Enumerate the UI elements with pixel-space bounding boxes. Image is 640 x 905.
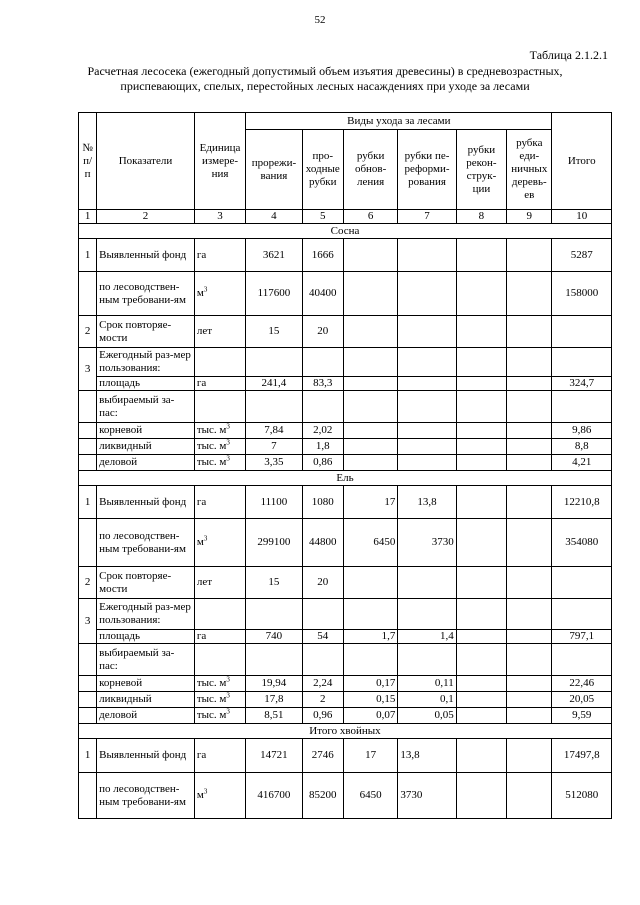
value-cell — [456, 644, 506, 676]
table-row — [79, 439, 612, 455]
value-cell — [398, 567, 456, 599]
value-cell — [456, 708, 506, 724]
value-cell: 0,17 — [343, 676, 397, 692]
value-cell — [456, 599, 506, 630]
row-number — [79, 773, 97, 819]
col-number: 2 — [97, 210, 195, 224]
header-num: № п/п — [79, 113, 97, 210]
col-number: 10 — [552, 210, 612, 224]
unit-text: тыс. м — [196, 440, 227, 452]
value-cell — [507, 377, 552, 391]
unit-superscript: 3 — [226, 691, 230, 700]
table-row — [79, 391, 612, 423]
unit-cell — [194, 391, 245, 423]
value-cell — [398, 272, 456, 316]
total-cell: 17497,8 — [552, 739, 612, 773]
col-number: 9 — [507, 210, 552, 224]
col-number: 3 — [194, 210, 245, 224]
total-cell: 5287 — [552, 239, 612, 272]
value-cell: 2 — [302, 692, 343, 708]
value-cell — [343, 239, 397, 272]
value-cell: 17 — [343, 739, 397, 773]
value-cell — [343, 272, 397, 316]
value-cell — [456, 391, 506, 423]
value-cell — [456, 423, 506, 439]
page-number: 52 — [314, 14, 326, 26]
row-number — [79, 676, 97, 692]
value-cell: 1,4 — [398, 630, 456, 644]
value-cell — [398, 391, 456, 423]
table-label: Таблица 2.1.2.1 — [529, 48, 608, 62]
total-cell — [552, 348, 612, 377]
total-cell: 20,05 — [552, 692, 612, 708]
value-cell: 2,02 — [302, 423, 343, 439]
header-care-types: Виды ухода за лесами — [246, 113, 552, 130]
unit-cell: га — [194, 377, 245, 391]
indicator-label: ликвидный — [97, 439, 195, 455]
value-cell — [507, 239, 552, 272]
unit-cell — [194, 692, 245, 708]
value-cell — [507, 455, 552, 471]
value-cell: 19,94 — [246, 676, 302, 692]
section-header — [79, 724, 612, 739]
col-number: 1 — [79, 210, 97, 224]
value-cell: 2746 — [302, 739, 343, 773]
value-cell: 7,84 — [246, 423, 302, 439]
value-cell: 17 — [343, 486, 397, 519]
indicator-label: Ежегодный раз-мер пользования: — [97, 348, 195, 377]
value-cell: 54 — [302, 630, 343, 644]
section-header — [79, 224, 612, 239]
value-cell: 13,8 — [398, 486, 456, 519]
value-cell — [343, 377, 397, 391]
indicator-label: выбираемый за-пас: — [97, 391, 195, 423]
value-cell — [456, 316, 506, 348]
value-cell: 117600 — [246, 272, 302, 316]
header-total: Итого — [552, 113, 612, 210]
value-cell: 14721 — [246, 739, 302, 773]
value-cell — [398, 239, 456, 272]
unit-cell: га — [194, 739, 245, 773]
value-cell — [507, 423, 552, 439]
unit-cell — [194, 644, 245, 676]
value-cell: 6450 — [343, 519, 397, 567]
value-cell — [456, 773, 506, 819]
unit-text: м — [196, 789, 204, 801]
unit-cell: га — [194, 486, 245, 519]
table-row — [79, 692, 612, 708]
value-cell: 13,8 — [398, 739, 456, 773]
value-cell: 17,8 — [246, 692, 302, 708]
table-row — [79, 455, 612, 471]
value-cell: 6450 — [343, 773, 397, 819]
value-cell: 0,07 — [343, 708, 397, 724]
header-indicator: Показатели — [97, 113, 195, 210]
value-cell — [302, 391, 343, 423]
unit-text: тыс. м — [196, 709, 227, 721]
value-cell — [456, 519, 506, 567]
value-cell — [507, 692, 552, 708]
table-row — [79, 486, 612, 519]
total-cell — [552, 316, 612, 348]
col-number: 6 — [343, 210, 397, 224]
table-row — [79, 567, 612, 599]
indicator-label: Выявленный фонд — [97, 486, 195, 519]
header-reforming-cutting: рубки пе-реформи-рования — [398, 130, 456, 210]
row-number — [79, 644, 97, 676]
value-cell — [343, 599, 397, 630]
table-row — [79, 423, 612, 439]
value-cell — [456, 348, 506, 377]
value-cell — [456, 692, 506, 708]
value-cell: 3730 — [398, 773, 456, 819]
table-row — [79, 272, 612, 316]
value-cell: 241,4 — [246, 377, 302, 391]
value-cell: 20 — [302, 316, 343, 348]
col-number: 4 — [246, 210, 302, 224]
indicator-label: корневой — [97, 676, 195, 692]
row-number: 1 — [79, 739, 97, 773]
value-cell: 0,05 — [398, 708, 456, 724]
value-cell: 740 — [246, 630, 302, 644]
total-cell: 324,7 — [552, 377, 612, 391]
value-cell — [343, 316, 397, 348]
value-cell — [343, 423, 397, 439]
cutting-area-table — [78, 112, 612, 819]
value-cell: 3621 — [246, 239, 302, 272]
indicator-label: Срок повторяе-мости — [97, 316, 195, 348]
total-cell: 22,46 — [552, 676, 612, 692]
indicator-label: ликвидный — [97, 692, 195, 708]
row-number — [79, 423, 97, 439]
header-thinning: прорежи-вания — [246, 130, 302, 210]
unit-cell — [194, 455, 245, 471]
header-passage-cutting: про-ходные рубки — [302, 130, 343, 210]
value-cell — [456, 486, 506, 519]
value-cell: 15 — [246, 567, 302, 599]
unit-superscript: 3 — [226, 422, 230, 431]
value-cell: 299100 — [246, 519, 302, 567]
value-cell — [398, 348, 456, 377]
unit-cell — [194, 773, 245, 819]
table-row — [79, 377, 612, 391]
value-cell — [456, 567, 506, 599]
unit-superscript: 3 — [226, 675, 230, 684]
value-cell — [246, 391, 302, 423]
total-cell: 797,1 — [552, 630, 612, 644]
value-cell — [507, 439, 552, 455]
indicator-label: Выявленный фонд — [97, 239, 195, 272]
col-number: 5 — [302, 210, 343, 224]
total-cell: 354080 — [552, 519, 612, 567]
value-cell — [398, 439, 456, 455]
value-cell — [507, 630, 552, 644]
unit-cell — [194, 272, 245, 316]
value-cell: 0,96 — [302, 708, 343, 724]
row-number: 2 — [79, 316, 97, 348]
total-cell: 512080 — [552, 773, 612, 819]
value-cell — [343, 567, 397, 599]
indicator-label: площадь — [97, 630, 195, 644]
row-number: 3 — [79, 348, 97, 391]
value-cell: 20 — [302, 567, 343, 599]
value-cell: 1,7 — [343, 630, 397, 644]
total-cell: 9,59 — [552, 708, 612, 724]
row-number — [79, 708, 97, 724]
col-number: 7 — [398, 210, 456, 224]
unit-superscript: 3 — [203, 285, 208, 294]
value-cell — [507, 391, 552, 423]
unit-text: тыс. м — [196, 424, 227, 436]
unit-cell — [194, 708, 245, 724]
row-number: 1 — [79, 486, 97, 519]
unit-superscript: 3 — [226, 438, 230, 447]
col-number: 8 — [456, 210, 506, 224]
value-cell: 3730 — [398, 519, 456, 567]
unit-cell — [194, 423, 245, 439]
value-cell — [343, 348, 397, 377]
value-cell: 0,11 — [398, 676, 456, 692]
unit-text: м — [196, 287, 204, 299]
column-number-row — [79, 210, 612, 224]
value-cell — [456, 630, 506, 644]
header-unit: Единица измере-ния — [194, 113, 245, 210]
value-cell — [398, 316, 456, 348]
value-cell — [507, 708, 552, 724]
value-cell — [343, 439, 397, 455]
indicator-label: деловой — [97, 708, 195, 724]
unit-text: тыс. м — [196, 456, 227, 468]
value-cell — [302, 644, 343, 676]
value-cell: 0,86 — [302, 455, 343, 471]
total-cell: 8,8 — [552, 439, 612, 455]
table-row — [79, 676, 612, 692]
indicator-label: выбираемый за-пас: — [97, 644, 195, 676]
unit-superscript: 3 — [226, 707, 230, 716]
value-cell: 40400 — [302, 272, 343, 316]
value-cell — [398, 423, 456, 439]
unit-cell: лет — [194, 567, 245, 599]
value-cell — [456, 272, 506, 316]
value-cell — [343, 391, 397, 423]
unit-text: тыс. м — [196, 693, 227, 705]
total-cell: 12210,8 — [552, 486, 612, 519]
value-cell — [456, 377, 506, 391]
header-single-tree-cutting: рубка еди-ничных деревь-ев — [507, 130, 552, 210]
table-caption: Расчетная лесосека (ежегодный допустимый объем изъятия древесины) в средневозрастных, приспевающих, спелых, перестойных лесных насаждениях при уходе за лесами — [87, 64, 563, 93]
value-cell — [456, 676, 506, 692]
indicator-label: Срок повторяе-мости — [97, 567, 195, 599]
value-cell — [507, 348, 552, 377]
unit-cell — [194, 519, 245, 567]
value-cell — [507, 519, 552, 567]
value-cell — [507, 486, 552, 519]
value-cell: 416700 — [246, 773, 302, 819]
value-cell — [246, 348, 302, 377]
unit-cell: га — [194, 239, 245, 272]
unit-cell — [194, 348, 245, 377]
value-cell: 15 — [246, 316, 302, 348]
value-cell — [398, 599, 456, 630]
row-number — [79, 272, 97, 316]
row-number — [79, 439, 97, 455]
indicator-label: по лесоводствен-ным требовани-ям — [97, 773, 195, 819]
unit-text: м — [196, 536, 204, 548]
table-row — [79, 708, 612, 724]
unit-superscript: 3 — [226, 454, 230, 463]
unit-cell: лет — [194, 316, 245, 348]
value-cell — [456, 739, 506, 773]
unit-superscript: 3 — [203, 534, 208, 543]
section-title: Сосна — [79, 224, 612, 239]
value-cell: 11100 — [246, 486, 302, 519]
unit-text: тыс. м — [196, 677, 227, 689]
value-cell — [456, 455, 506, 471]
value-cell — [507, 599, 552, 630]
unit-cell — [194, 439, 245, 455]
total-cell — [552, 599, 612, 630]
value-cell — [302, 599, 343, 630]
value-cell: 44800 — [302, 519, 343, 567]
value-cell — [302, 348, 343, 377]
header-row-1 — [79, 113, 612, 130]
indicator-label: по лесоводствен-ным требовани-ям — [97, 519, 195, 567]
value-cell: 7 — [246, 439, 302, 455]
value-cell — [343, 455, 397, 471]
table-row — [79, 644, 612, 676]
indicator-label: корневой — [97, 423, 195, 439]
value-cell — [398, 377, 456, 391]
section-header — [79, 471, 612, 486]
value-cell — [507, 739, 552, 773]
table-row — [79, 773, 612, 819]
total-cell — [552, 644, 612, 676]
table-row — [79, 239, 612, 272]
header-reconstruction-cutting: рубки рекон-струк-ции — [456, 130, 506, 210]
header-renewal-cutting: рубки обнов-ления — [343, 130, 397, 210]
value-cell: 2,24 — [302, 676, 343, 692]
value-cell — [507, 644, 552, 676]
unit-cell: га — [194, 630, 245, 644]
table-row — [79, 599, 612, 630]
row-number — [79, 692, 97, 708]
table-row — [79, 348, 612, 377]
total-cell — [552, 567, 612, 599]
indicator-label: деловой — [97, 455, 195, 471]
value-cell — [246, 599, 302, 630]
indicator-label: Выявленный фонд — [97, 739, 195, 773]
value-cell: 3,35 — [246, 455, 302, 471]
table-row — [79, 316, 612, 348]
value-cell: 0,15 — [343, 692, 397, 708]
value-cell — [343, 644, 397, 676]
unit-cell — [194, 599, 245, 630]
value-cell — [507, 676, 552, 692]
indicator-label: площадь — [97, 377, 195, 391]
total-cell: 9,86 — [552, 423, 612, 439]
section-title: Ель — [79, 471, 612, 486]
value-cell — [246, 644, 302, 676]
row-number: 2 — [79, 567, 97, 599]
value-cell — [507, 773, 552, 819]
value-cell: 1080 — [302, 486, 343, 519]
row-number — [79, 519, 97, 567]
value-cell: 0,1 — [398, 692, 456, 708]
value-cell — [507, 272, 552, 316]
value-cell: 85200 — [302, 773, 343, 819]
section-title: Итого хвойных — [79, 724, 612, 739]
value-cell: 1,8 — [302, 439, 343, 455]
row-number: 3 — [79, 599, 97, 644]
row-number — [79, 455, 97, 471]
value-cell: 83,3 — [302, 377, 343, 391]
value-cell: 1666 — [302, 239, 343, 272]
value-cell — [398, 644, 456, 676]
indicator-label: Ежегодный раз-мер пользования: — [97, 599, 195, 630]
row-number: 1 — [79, 239, 97, 272]
row-number — [79, 391, 97, 423]
total-cell: 158000 — [552, 272, 612, 316]
table-row — [79, 739, 612, 773]
value-cell — [398, 455, 456, 471]
table-row — [79, 630, 612, 644]
value-cell: 8,51 — [246, 708, 302, 724]
value-cell — [456, 439, 506, 455]
unit-cell — [194, 676, 245, 692]
value-cell — [507, 316, 552, 348]
total-cell — [552, 391, 612, 423]
value-cell — [507, 567, 552, 599]
unit-superscript: 3 — [203, 787, 208, 796]
value-cell — [456, 239, 506, 272]
indicator-label: по лесоводствен-ным требовани-ям — [97, 272, 195, 316]
total-cell: 4,21 — [552, 455, 612, 471]
table-row — [79, 519, 612, 567]
